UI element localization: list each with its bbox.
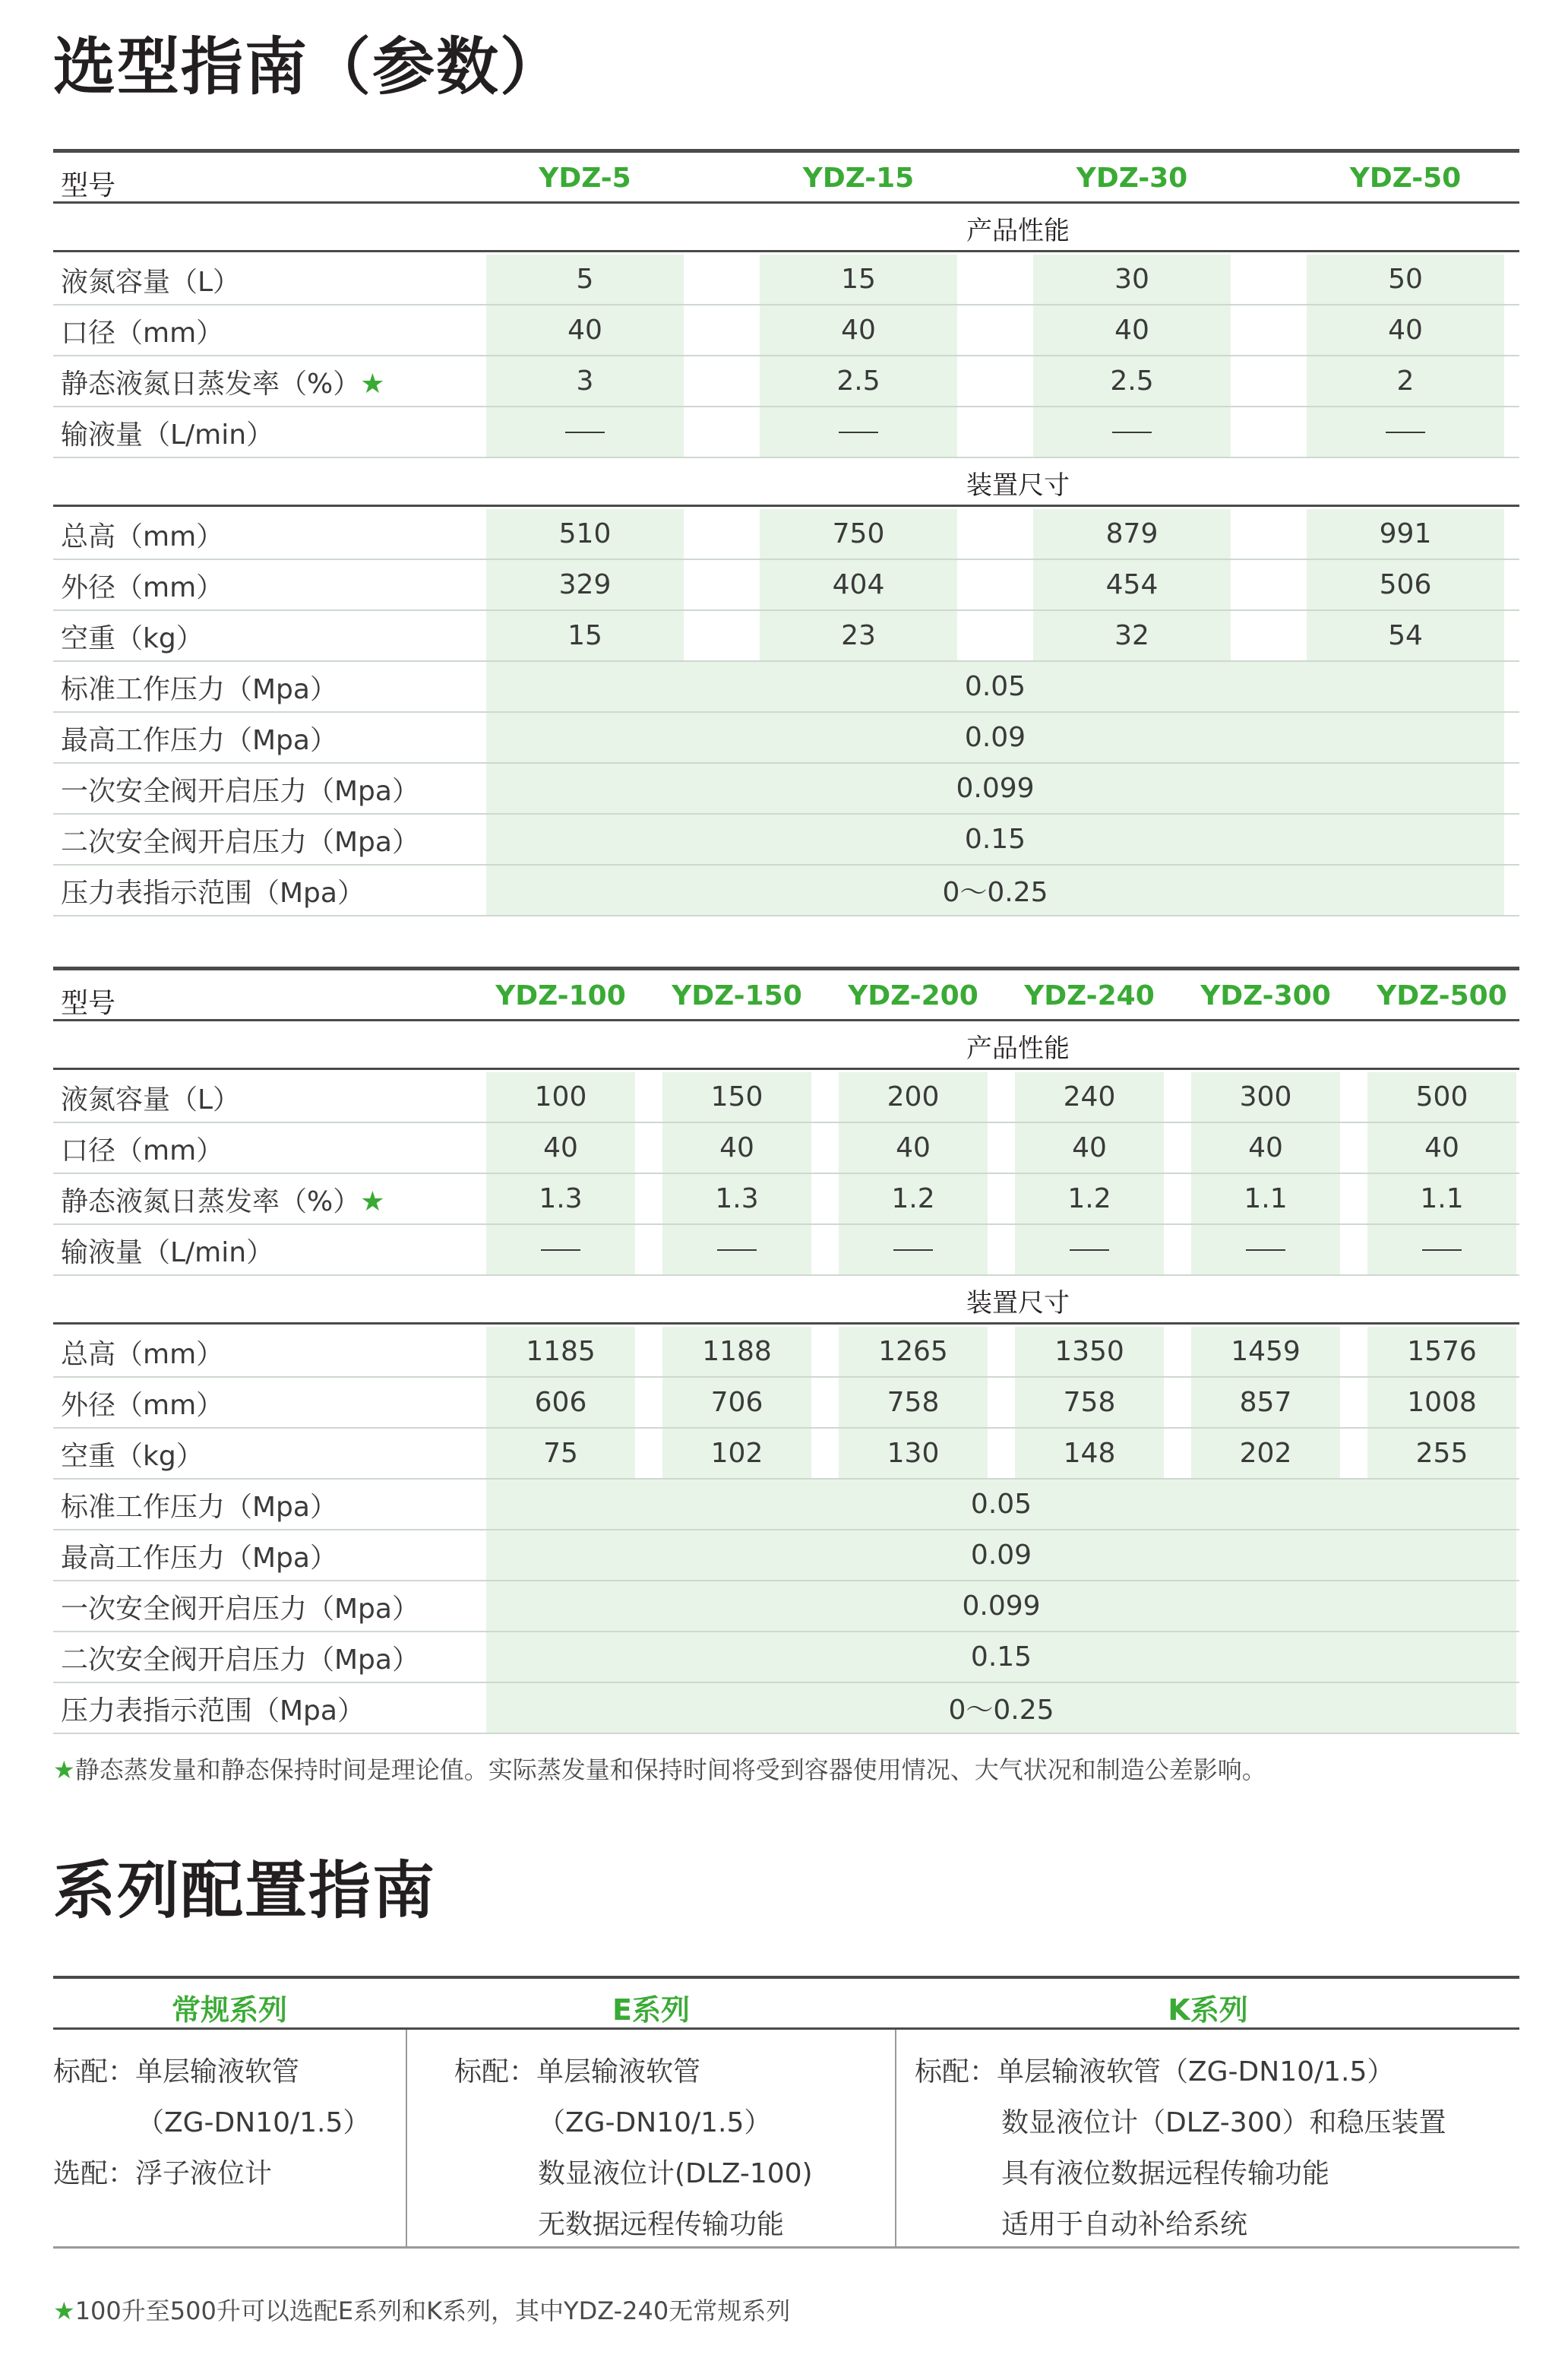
table-cell: 857 <box>1191 1378 1340 1427</box>
dash-placeholder <box>1070 1249 1109 1251</box>
model-name: YDZ-300 <box>1200 980 1331 1011</box>
row-label: 静态液氮日蒸发率（%）★ <box>61 369 385 400</box>
model-name: YDZ-240 <box>1024 980 1155 1011</box>
column-divider <box>895 2030 896 2246</box>
star-icon: ★ <box>53 2296 75 2325</box>
model-name: YDZ-15 <box>802 163 915 194</box>
table-cell: 150 <box>662 1072 811 1122</box>
row-label: 压力表指示范围（Mpa） <box>61 1695 365 1727</box>
table-cell: 1.1 <box>1367 1174 1516 1223</box>
table-cell: 23 <box>760 611 957 660</box>
table-cell <box>1033 407 1231 457</box>
table-cell-merged: 0～0.25 <box>486 866 1504 915</box>
table-cell: 2.5 <box>760 356 957 406</box>
table-row <box>53 1429 1519 1480</box>
page-title: 选型指南（参数） <box>53 31 564 103</box>
row-label: 标准工作压力（Mpa） <box>61 674 337 705</box>
table-cell: 100 <box>486 1072 635 1122</box>
table-cell: 40 <box>486 1123 635 1173</box>
table-cell: 40 <box>662 1123 811 1173</box>
table-cell: 1350 <box>1015 1327 1164 1376</box>
table-row <box>53 611 1519 662</box>
table-row <box>53 713 1519 764</box>
table-cell: 40 <box>1191 1123 1340 1173</box>
model-name: YDZ-30 <box>1076 163 1188 194</box>
table-cell: 329 <box>486 560 684 609</box>
dash-placeholder <box>565 432 605 433</box>
row-label: 口径（mm） <box>61 1135 224 1166</box>
dash-placeholder <box>1422 1249 1462 1251</box>
table-cell <box>1015 1225 1164 1274</box>
table-row <box>53 866 1519 916</box>
model-name: YDZ-200 <box>848 980 978 1011</box>
series-line: 标配：单层输液软管 <box>53 2056 300 2087</box>
table-cell: 40 <box>760 305 957 355</box>
table-cell: 40 <box>839 1123 988 1173</box>
table-cell: 2 <box>1307 356 1504 406</box>
section-performance: 产品性能 <box>53 204 1519 252</box>
dash-placeholder <box>1386 432 1425 433</box>
table-row <box>53 1480 1519 1530</box>
row-label: 输液量（L/min） <box>61 419 274 451</box>
table-cell: 40 <box>1307 305 1504 355</box>
table-cell: 255 <box>1367 1429 1516 1478</box>
series-title-standard: 常规系列 <box>171 1993 287 2027</box>
section-title-series: 系列配置指南 <box>53 1855 437 1927</box>
table-row <box>53 407 1519 458</box>
model-label: 型号 <box>61 988 116 1019</box>
table-row <box>53 1632 1519 1683</box>
table-cell: 606 <box>486 1378 635 1427</box>
row-label: 压力表指示范围（Mpa） <box>61 878 365 909</box>
section-dimensions: 装置尺寸 <box>53 458 1519 507</box>
dash-placeholder <box>717 1249 757 1251</box>
table-row <box>53 1581 1519 1632</box>
row-label: 最高工作压力（Mpa） <box>61 725 337 756</box>
table-cell-merged: 0.15 <box>486 1632 1516 1682</box>
row-label: 一次安全阀开启压力（Mpa） <box>61 776 419 807</box>
table-cell: 706 <box>662 1378 811 1427</box>
table-cell-merged: 0.15 <box>486 815 1504 864</box>
footnote-series: ★100升至500升可以选配E系列和K系列，其中YDZ-240无常规系列 <box>53 2296 791 2325</box>
table-cell <box>839 1225 988 1274</box>
row-label: 空重（kg） <box>61 623 204 654</box>
table-row <box>53 305 1519 356</box>
table-row <box>53 255 1519 305</box>
table-cell: 2.5 <box>1033 356 1231 406</box>
table-row <box>53 1378 1519 1429</box>
table-cell: 102 <box>662 1429 811 1478</box>
model-header-row <box>53 971 1519 1023</box>
table-cell: 148 <box>1015 1429 1164 1478</box>
table-cell: 300 <box>1191 1072 1340 1122</box>
table-cell: 404 <box>760 560 957 609</box>
table-cell: 758 <box>1015 1378 1164 1427</box>
table-cell: 30 <box>1033 255 1231 304</box>
star-icon: ★ <box>53 1755 75 1784</box>
series-line: 数显液位计(DLZ-100) <box>538 2158 813 2189</box>
table-cell: 1459 <box>1191 1327 1340 1376</box>
table-cell: 50 <box>1307 255 1504 304</box>
table-cell: 5 <box>486 255 684 304</box>
series-line: 选配：浮子液位计 <box>53 2158 273 2189</box>
table-row <box>53 560 1519 611</box>
table-row <box>53 1174 1519 1225</box>
table-row <box>53 815 1519 866</box>
series-line: 数显液位计（DLZ-300）和稳压装置 <box>1001 2107 1446 2138</box>
table-cell: 1.2 <box>1015 1174 1164 1223</box>
table-cell: 15 <box>486 611 684 660</box>
series-line: 适用于自动补给系统 <box>1001 2209 1248 2240</box>
footnote-evaporation: ★静态蒸发量和静态保持时间是理论值。实际蒸发量和保持时间将受到容器使用情况、大气状况和制造公差影响。 <box>53 1755 1266 1784</box>
section-dimensions: 装置尺寸 <box>53 1276 1519 1325</box>
table-cell <box>662 1225 811 1274</box>
series-line: 标配：单层输液软管（ZG-DN10/1.5） <box>915 2056 1395 2087</box>
dash-placeholder <box>839 432 878 433</box>
series-line: 标配：单层输液软管 <box>454 2056 701 2087</box>
table-rule <box>53 2246 1519 2249</box>
table-cell <box>486 1225 635 1274</box>
row-label: 外径（mm） <box>61 1390 224 1421</box>
table-cell-merged: 0.099 <box>486 764 1504 813</box>
table-cell: 454 <box>1033 560 1231 609</box>
table-cell: 1.3 <box>662 1174 811 1223</box>
series-config-table <box>53 1976 1519 2249</box>
table-cell <box>760 407 957 457</box>
table-cell: 1265 <box>839 1327 988 1376</box>
table-cell: 3 <box>486 356 684 406</box>
table-row <box>53 764 1519 815</box>
table-cell: 1008 <box>1367 1378 1516 1427</box>
table-cell: 750 <box>760 509 957 559</box>
series-line: （ZG-DN10/1.5） <box>538 2107 772 2138</box>
table-cell-merged: 0～0.25 <box>486 1683 1516 1733</box>
table-cell: 1185 <box>486 1327 635 1376</box>
table-cell: 40 <box>1033 305 1231 355</box>
table-cell: 75 <box>486 1429 635 1478</box>
dash-placeholder <box>1246 1249 1285 1251</box>
series-title-k: K系列 <box>1168 1993 1248 2027</box>
star-icon: ★ <box>360 1186 385 1217</box>
table-cell: 202 <box>1191 1429 1340 1478</box>
series-line: （ZG-DN10/1.5） <box>137 2107 371 2138</box>
row-label: 输液量（L/min） <box>61 1237 274 1268</box>
series-title-e: E系列 <box>612 1993 690 2027</box>
row-label: 标准工作压力（Mpa） <box>61 1492 337 1523</box>
model-label: 型号 <box>61 170 116 201</box>
table-cell <box>1367 1225 1516 1274</box>
table-cell: 40 <box>1367 1123 1516 1173</box>
row-label: 静态液氮日蒸发率（%）★ <box>61 1186 385 1217</box>
section-performance: 产品性能 <box>53 1021 1519 1070</box>
table-cell: 1576 <box>1367 1327 1516 1376</box>
table-cell: 40 <box>486 305 684 355</box>
row-label: 一次安全阀开启压力（Mpa） <box>61 1594 419 1625</box>
model-header-row <box>53 154 1519 205</box>
dash-placeholder <box>541 1249 580 1251</box>
table-cell: 200 <box>839 1072 988 1122</box>
table-cell: 510 <box>486 509 684 559</box>
row-label: 外径（mm） <box>61 572 224 603</box>
star-icon: ★ <box>360 369 385 400</box>
table-cell-merged: 0.09 <box>486 713 1504 762</box>
table-cell: 15 <box>760 255 957 304</box>
model-name: YDZ-5 <box>539 163 631 194</box>
series-line: 无数据远程传输功能 <box>538 2209 785 2240</box>
model-name: YDZ-100 <box>495 980 626 1011</box>
table-rule <box>53 967 1519 970</box>
table-cell: 40 <box>1015 1123 1164 1173</box>
row-label: 二次安全阀开启压力（Mpa） <box>61 827 419 858</box>
table-row <box>53 1225 1519 1276</box>
table-row <box>53 356 1519 407</box>
model-name: YDZ-50 <box>1349 163 1462 194</box>
table-cell: 991 <box>1307 509 1504 559</box>
table-cell: 130 <box>839 1429 988 1478</box>
model-name: YDZ-500 <box>1377 980 1507 1011</box>
row-label: 液氮容量（L） <box>61 1084 241 1116</box>
table-cell-merged: 0.05 <box>486 1480 1516 1529</box>
table-cell <box>486 407 684 457</box>
table-cell: 54 <box>1307 611 1504 660</box>
table-row <box>53 662 1519 713</box>
row-label: 口径（mm） <box>61 318 224 349</box>
table-cell-merged: 0.099 <box>486 1581 1516 1631</box>
table-cell-merged: 0.09 <box>486 1530 1516 1580</box>
table-cell: 240 <box>1015 1072 1164 1122</box>
table-rule <box>53 149 1519 153</box>
table-cell: 1.1 <box>1191 1174 1340 1223</box>
table-cell: 506 <box>1307 560 1504 609</box>
dash-placeholder <box>1112 432 1152 433</box>
row-label: 液氮容量（L） <box>61 267 241 298</box>
series-line: 具有液位数据远程传输功能 <box>1001 2158 1330 2189</box>
row-label: 总高（mm） <box>61 521 224 552</box>
table-cell: 500 <box>1367 1072 1516 1122</box>
table-cell <box>1191 1225 1340 1274</box>
table-cell: 1188 <box>662 1327 811 1376</box>
table-row <box>53 1072 1519 1123</box>
table-cell-merged: 0.05 <box>486 662 1504 711</box>
model-name: YDZ-150 <box>672 980 802 1011</box>
row-label: 二次安全阀开启压力（Mpa） <box>61 1644 419 1676</box>
table-cell: 32 <box>1033 611 1231 660</box>
table-cell <box>1307 407 1504 457</box>
column-divider <box>406 2030 407 2246</box>
row-label: 最高工作压力（Mpa） <box>61 1543 337 1574</box>
table-cell: 1.2 <box>839 1174 988 1223</box>
table-row <box>53 509 1519 560</box>
table-cell: 758 <box>839 1378 988 1427</box>
table-row <box>53 1327 1519 1378</box>
table-row <box>53 1123 1519 1174</box>
table-rule <box>53 1976 1519 1979</box>
table-cell: 1.3 <box>486 1174 635 1223</box>
table-row <box>53 1530 1519 1581</box>
table-cell: 879 <box>1033 509 1231 559</box>
row-label: 空重（kg） <box>61 1441 204 1472</box>
dash-placeholder <box>893 1249 933 1251</box>
table-row <box>53 1683 1519 1734</box>
row-label: 总高（mm） <box>61 1339 224 1370</box>
